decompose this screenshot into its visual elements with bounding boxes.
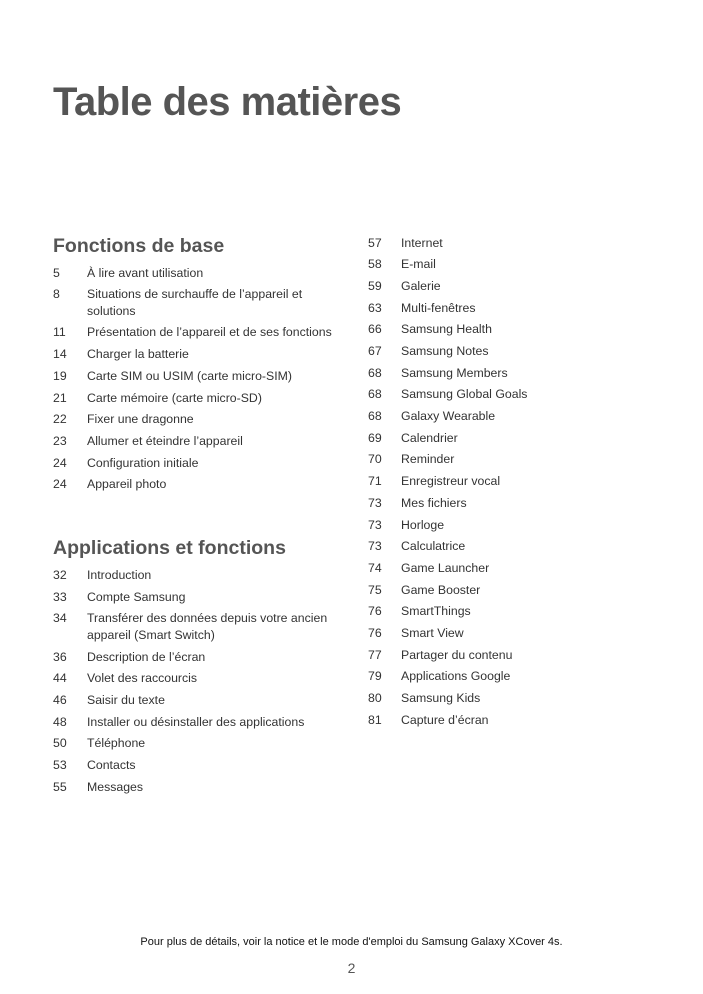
- toc-entry[interactable]: [53, 711, 343, 733]
- toc-entry-page-number: 24: [53, 455, 67, 470]
- toc-entry[interactable]: [53, 387, 343, 409]
- toc-entry-page-number: 34: [53, 611, 67, 626]
- toc-entry[interactable]: [53, 409, 343, 431]
- toc-entry-page-number: 77: [368, 647, 382, 662]
- toc-list-applications-suite: [368, 232, 668, 731]
- toc-entry-page-number: 79: [368, 669, 382, 684]
- toc-entry-page-number: 36: [53, 649, 67, 664]
- toc-entry-label: Introduction: [87, 567, 152, 582]
- toc-entry-label: Multi-fenêtres: [401, 300, 476, 315]
- toc-entry[interactable]: [53, 344, 343, 366]
- toc-entry[interactable]: [368, 232, 668, 254]
- toc-entry-label: Samsung Health: [401, 322, 492, 337]
- toc-entry-label: Présentation de l’appareil et de ses fonctions: [87, 325, 332, 340]
- toc-entry-label: Installer ou désinstaller des applications: [87, 714, 305, 729]
- toc-entry-label: Samsung Kids: [401, 691, 481, 706]
- toc-entry[interactable]: [53, 474, 343, 496]
- toc-entry[interactable]: [368, 471, 668, 493]
- toc-entry-label: Situations de surchauffe de l’appareil et solutions: [87, 287, 303, 318]
- toc-entry[interactable]: [368, 622, 668, 644]
- toc-entry[interactable]: [368, 340, 668, 362]
- toc-entry[interactable]: [368, 601, 668, 623]
- toc-entry-label: À lire avant utilisation: [87, 265, 204, 280]
- toc-entry-label: Horloge: [401, 517, 445, 532]
- toc-entry-label: Configuration initiale: [87, 455, 199, 470]
- toc-entry-page-number: 23: [53, 433, 67, 448]
- toc-entry-label: Volet des raccourcis: [87, 671, 198, 686]
- toc-entry-label: Applications Google: [401, 669, 511, 684]
- toc-entry[interactable]: [368, 254, 668, 276]
- toc-entry-page-number: 70: [368, 452, 382, 467]
- toc-entry[interactable]: [368, 514, 668, 536]
- toc-entry-label: Téléphone: [87, 736, 146, 751]
- toc-entry-page-number: 63: [368, 300, 382, 315]
- toc-entry[interactable]: [53, 365, 343, 387]
- toc-entry-label: Transférer des données depuis votre ancien appareil (Smart Switch): [87, 611, 328, 642]
- toc-entry[interactable]: [53, 284, 343, 322]
- section-title-applications-et-fonctions: Applications et fonctions: [53, 537, 286, 560]
- toc-entry[interactable]: [53, 430, 343, 452]
- toc-entry-page-number: 75: [368, 582, 382, 597]
- toc-entry[interactable]: [53, 262, 343, 284]
- toc-entry[interactable]: [368, 275, 668, 297]
- toc-entry[interactable]: [368, 536, 668, 558]
- toc-entry-label: Compte Samsung: [87, 589, 186, 604]
- toc-entry-label: Internet: [401, 235, 443, 250]
- toc-entry-label: Saisir du texte: [87, 692, 165, 707]
- toc-entry-label: Capture d’écran: [401, 712, 489, 727]
- toc-entry-label: Charger la batterie: [87, 347, 189, 362]
- toc-entry[interactable]: [53, 689, 343, 711]
- toc-entry-page-number: 32: [53, 567, 67, 582]
- toc-entry-label: Allumer et éteindre l’appareil: [87, 433, 243, 448]
- toc-entry-page-number: 59: [368, 278, 382, 293]
- toc-entry-page-number: 69: [368, 430, 382, 445]
- toc-entry-page-number: 66: [368, 322, 382, 337]
- toc-entry-label: Calculatrice: [401, 539, 466, 554]
- toc-entry[interactable]: [368, 406, 668, 428]
- toc-entry-page-number: 50: [53, 736, 67, 751]
- toc-entry-label: Mes fichiers: [401, 495, 467, 510]
- toc-entry[interactable]: [368, 427, 668, 449]
- toc-entry-page-number: 74: [368, 560, 382, 575]
- toc-entry[interactable]: [53, 776, 343, 798]
- toc-entry[interactable]: [53, 646, 343, 668]
- toc-entry-page-number: 24: [53, 477, 67, 492]
- toc-entry-label: E-mail: [401, 257, 436, 272]
- toc-entry[interactable]: [53, 452, 343, 474]
- toc-entry[interactable]: [368, 297, 668, 319]
- toc-entry[interactable]: [53, 564, 343, 586]
- toc-right-column: [368, 232, 668, 731]
- toc-entry-page-number: 68: [368, 409, 382, 424]
- toc-entry-page-number: 46: [53, 692, 67, 707]
- toc-entry[interactable]: [368, 492, 668, 514]
- toc-entry-label: Contacts: [87, 757, 136, 772]
- toc-entry[interactable]: [368, 687, 668, 709]
- toc-entry-label: Enregistreur vocal: [401, 474, 501, 489]
- toc-entry-page-number: 19: [53, 368, 67, 383]
- toc-entry-page-number: 55: [53, 779, 67, 794]
- toc-entry-page-number: 8: [53, 287, 60, 302]
- toc-entry-page-number: 53: [53, 757, 67, 772]
- toc-left-column: [53, 232, 343, 798]
- toc-entry[interactable]: [368, 666, 668, 688]
- toc-entry-label: Smart View: [401, 625, 464, 640]
- toc-entry-label: Samsung Global Goals: [401, 387, 528, 402]
- footer-note: Pour plus de détails, voir la notice et le mode d'emploi du Samsung Galaxy XCover 4s.: [140, 936, 563, 948]
- toc-entry-page-number: 5: [53, 265, 60, 280]
- toc-entry[interactable]: [53, 733, 343, 755]
- toc-entry-page-number: 80: [368, 691, 382, 706]
- toc-entry-page-number: 81: [368, 712, 382, 727]
- toc-entry[interactable]: [368, 362, 668, 384]
- toc-entry-page-number: 58: [368, 257, 382, 272]
- toc-entry-label: Galerie: [401, 278, 441, 293]
- toc-entry-label: Description de l’écran: [87, 649, 206, 664]
- toc-entry[interactable]: [53, 754, 343, 776]
- toc-entry[interactable]: [368, 709, 668, 731]
- toc-list-fonctions-de-base: [53, 262, 343, 495]
- toc-list-applications-et-fonctions: [53, 564, 343, 797]
- toc-entry[interactable]: [368, 384, 668, 406]
- toc-entry[interactable]: [368, 644, 668, 666]
- toc-entry[interactable]: [53, 608, 343, 646]
- toc-entry-page-number: 76: [368, 625, 382, 640]
- toc-entry-page-number: 68: [368, 387, 382, 402]
- toc-entry[interactable]: [53, 322, 343, 344]
- toc-entry-page-number: 14: [53, 347, 67, 362]
- toc-entry-page-number: 68: [368, 365, 382, 380]
- toc-entry-page-number: 73: [368, 495, 382, 510]
- toc-entry-label: Game Booster: [401, 582, 481, 597]
- page-number: 2: [347, 960, 356, 976]
- toc-entry-label: Samsung Members: [401, 365, 508, 380]
- toc-entry[interactable]: [368, 557, 668, 579]
- toc-entry-label: Appareil photo: [87, 477, 167, 492]
- toc-entry[interactable]: [368, 449, 668, 471]
- toc-entry-page-number: 71: [368, 474, 382, 489]
- toc-entry-label: Partager du contenu: [401, 647, 513, 662]
- toc-entry-page-number: 22: [53, 412, 67, 427]
- toc-entry-page-number: 57: [368, 235, 382, 250]
- toc-entry-page-number: 73: [368, 539, 382, 554]
- toc-entry-label: Galaxy Wearable: [401, 409, 496, 424]
- toc-entry-label: SmartThings: [401, 604, 471, 619]
- toc-entry-page-number: 44: [53, 671, 67, 686]
- page-title: Table des matières: [53, 80, 402, 124]
- toc-entry-page-number: 21: [53, 390, 67, 405]
- toc-entry[interactable]: [368, 319, 668, 341]
- toc-entry-page-number: 73: [368, 517, 382, 532]
- toc-entry-label: Messages: [87, 779, 144, 794]
- toc-entry-page-number: 48: [53, 714, 67, 729]
- section-title-fonctions-de-base: Fonctions de base: [53, 235, 225, 257]
- toc-entry-page-number: 76: [368, 604, 382, 619]
- toc-entry-label: Game Launcher: [401, 560, 490, 575]
- toc-entry-page-number: 67: [368, 344, 382, 359]
- toc-entry-label: Carte mémoire (carte micro-SD): [87, 390, 262, 405]
- toc-entry[interactable]: [53, 668, 343, 690]
- toc-entry-label: Carte SIM ou USIM (carte micro-SIM): [87, 368, 292, 383]
- toc-entry-page-number: 11: [53, 325, 66, 340]
- toc-entry-label: Samsung Notes: [401, 344, 489, 359]
- toc-entry-page-number: 33: [53, 589, 67, 604]
- toc-entry-label: Fixer une dragonne: [87, 412, 194, 427]
- toc-entry-label: Calendrier: [401, 430, 458, 445]
- toc-entry[interactable]: [53, 586, 343, 608]
- toc-entry[interactable]: [368, 579, 668, 601]
- toc-entry-label: Reminder: [401, 452, 455, 467]
